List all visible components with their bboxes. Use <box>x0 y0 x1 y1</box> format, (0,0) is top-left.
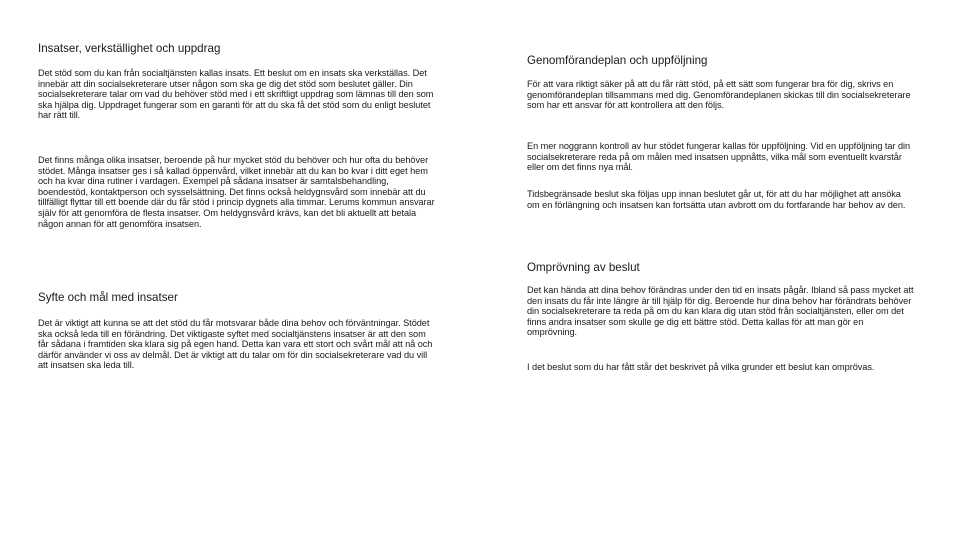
paragraph-syfte-1: Det är viktigt att kunna se att det stöd du får motsvarar både dina behov och förväntningar. Stödet ska också leda till en förändring. Det viktigaste syftet med socialtjänstens insatser är att den som får sådana i framtiden ska klara sig på egen hand. Detta kan vara ett stort och svårt mål att nå och därför använder vi oss av delmål. Det är viktigt att du talar om för din socialsekreterare vad du vill att insatsen ska leda till. <box>38 318 433 371</box>
heading-omprovning: Omprövning av beslut <box>527 261 640 274</box>
heading-syfte-och-mal: Syfte och mål med insatser <box>38 291 178 304</box>
paragraph-genomforande-2: En mer noggrann kontroll av hur stödet fungerar kallas för uppföljning. Vid en uppföljning tar din socialsekreterare reda på om målen med insatsen uppnåtts, vilka mål som eventuellt kvarstår eller om det finns nya mål. <box>527 141 911 173</box>
paragraph-omprovning-2: I det beslut som du har fått står det beskrivet på vilka grunder ett beslut kan omprövas. <box>527 362 875 372</box>
heading-genomforandeplan: Genomförandeplan och uppföljning <box>527 54 708 67</box>
paragraph-omprovning-1: Det kan hända att dina behov förändras under den tid en insats pågår. Ibland så pass mycket att den insats du får inte längre är till hjälp för dig. Beroende hur dina behov har förändrats behöver din socialsekreterare ta reda på om du kan klara dig utan stöd från socialtjänsten, eller om det finns andra insatser som skulle ge dig ett bättre stöd. Detta kallas för att man gör en omprövning. <box>527 285 914 338</box>
heading-insatser: Insatser, verkställighet och uppdrag <box>38 42 221 55</box>
paragraph-insatser-2: Det finns många olika insatser, beroende på hur mycket stöd du behöver och hur ofta du behöver stödet. Många insatser ges i så kallad öppenvård, vilket innebär att du kan bo kvar i ditt eget hem och ha kvar dina rutiner i vardagen. Exempel på sådana insatser är samtalsbehandling, boendestöd, kontaktperson och sysselsättning. Det finns också heldygnsvård som innebär att du tillfälligt flyttar till ett boende där du får stöd i princip dygnets alla timmar. Lerums kommun ansvarar själv för att genomföra de flesta insatser. Om heldygnsvård krävs, kan det bli aktuellt att betala någon annan för att genomföra insatsen. <box>38 155 435 229</box>
paragraph-genomforande-3: Tidsbegränsade beslut ska följas upp innan beslutet går ut, för att du har möjlighet att ansöka om en förlängning och insatsen kan fortsätta utan avbrott om du fortfarande har behov av den. <box>527 189 906 210</box>
paragraph-genomforande-1: För att vara riktigt säker på att du får rätt stöd, på ett sätt som fungerar bra för dig, skrivs en genomförandeplan tillsammans med dig. Genomförandeplanen skickas till din socialsekreterare som har ett ansvar för att kontrollera att den följs. <box>527 79 911 111</box>
paragraph-insatser-1: Det stöd som du kan från socialtjänsten kallas insats. Ett beslut om en insats ska verkställas. Det innebär att din socialsekreterare utser någon som ska ge dig det stöd som beslutet gäller. Din socialsekreterare talar om vad du behöver stöd med i ett skriftligt uppdrag som lämnas till den som ska hjälpa dig. Uppdraget fungerar som en garanti för att du ska få det stöd som du enligt beslutet har rätt till. <box>38 68 434 121</box>
